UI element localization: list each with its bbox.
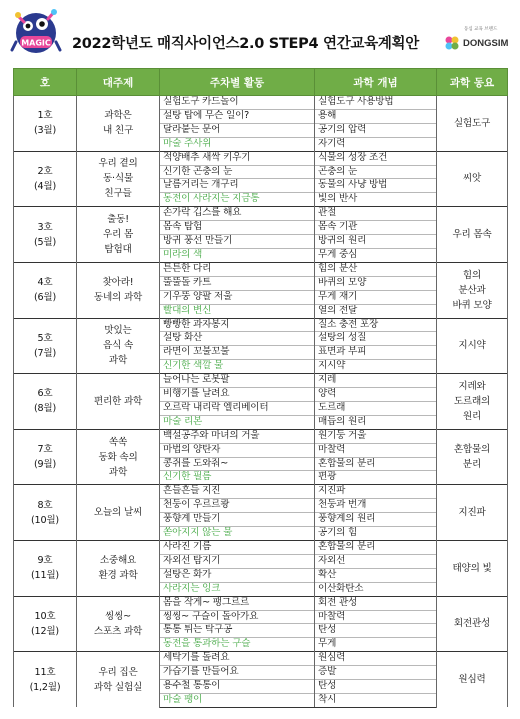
activity-cell: 뚤뚤돌 카트 bbox=[160, 276, 315, 290]
activity-cell: 마술 주사위 bbox=[160, 137, 315, 151]
concept-cell: 무게 중심 bbox=[315, 248, 437, 262]
theme-label: 소중해요 bbox=[99, 555, 137, 567]
table-row bbox=[14, 318, 508, 332]
activity-cell: 늘어나는 로봇팔 bbox=[160, 374, 315, 388]
brand-logo bbox=[444, 27, 509, 52]
brand-name: DONGSIM bbox=[463, 37, 509, 49]
concept-cell: 원심력 bbox=[315, 652, 437, 666]
theme-label: 동네의 과학 bbox=[93, 292, 143, 304]
theme-label: 우리 몸 bbox=[102, 229, 134, 241]
issue-label: 4호 bbox=[37, 277, 53, 289]
table-row bbox=[14, 429, 508, 443]
concept-cell: 증발 bbox=[315, 666, 437, 680]
activity-cell: 비행기를 날려요 bbox=[160, 388, 315, 402]
issue-label: 7호 bbox=[37, 444, 53, 456]
concept-cell: 매듭의 원리 bbox=[315, 415, 437, 429]
issue-label: (6월) bbox=[33, 292, 57, 304]
theme-label: 스포츠 과학 bbox=[93, 625, 143, 637]
theme-cell bbox=[77, 485, 160, 541]
activity-cell: 미라의 색 bbox=[160, 248, 315, 262]
issue-label: 1호 bbox=[37, 110, 53, 122]
song-cell bbox=[437, 96, 508, 152]
issue-label: (1,2월) bbox=[29, 681, 61, 693]
theme-label: 음식 속 bbox=[102, 340, 134, 352]
concept-cell: 곤충의 눈 bbox=[315, 165, 437, 179]
concept-cell: 식물의 성장 조건 bbox=[315, 151, 437, 165]
concept-cell: 자외선 bbox=[315, 554, 437, 568]
theme-label: 우리 집은 bbox=[98, 666, 138, 678]
activity-cell: 몸을 작게~ 팽그르르 bbox=[160, 596, 315, 610]
concept-cell: 표면과 부피 bbox=[315, 346, 437, 360]
theme-label: 동·식물 bbox=[102, 173, 134, 185]
theme-label: 쏙쏙 bbox=[108, 436, 128, 448]
issue-label: (5월) bbox=[33, 236, 57, 248]
theme-label: 내 친구 bbox=[102, 125, 134, 137]
table-row bbox=[14, 541, 508, 555]
activity-cell: 세탁기를 돌려요 bbox=[160, 652, 315, 666]
table-row bbox=[14, 151, 508, 165]
column-header: 과학 동요 bbox=[437, 69, 508, 96]
activity-cell: 달라붙는 문어 bbox=[160, 123, 315, 137]
activity-cell: 손가락 깁스를 해요 bbox=[160, 207, 315, 221]
issue-cell bbox=[14, 151, 77, 207]
activity-cell: 설탕은 화가 bbox=[160, 568, 315, 582]
activity-cell: 통통 튀는 탁구공 bbox=[160, 624, 315, 638]
concept-cell: 착시 bbox=[315, 693, 437, 707]
issue-label: 11호 bbox=[34, 666, 56, 678]
song-label: 실험도구 bbox=[453, 117, 491, 129]
concept-cell: 동물의 사냥 방법 bbox=[315, 179, 437, 193]
song-cell bbox=[437, 207, 508, 263]
table-row bbox=[14, 262, 508, 276]
activity-cell: 콩쥐를 도와줘~ bbox=[160, 457, 315, 471]
activity-cell: 동전이 사라지는 지금통 bbox=[160, 193, 315, 207]
issue-label: 9호 bbox=[37, 555, 53, 567]
theme-cell bbox=[77, 151, 160, 207]
song-label: 분리 bbox=[462, 459, 482, 471]
table-body bbox=[14, 96, 508, 708]
table-row bbox=[14, 374, 508, 388]
theme-label: 과학 bbox=[108, 355, 128, 367]
theme-label: 과학 bbox=[108, 466, 128, 478]
activity-cell: 설탕 화산 bbox=[160, 332, 315, 346]
activity-cell: 빵빵한 과자봉지 bbox=[160, 318, 315, 332]
issue-label: (11월) bbox=[31, 570, 59, 582]
song-cell bbox=[437, 541, 508, 597]
activity-cell: 신기한 필름 bbox=[160, 471, 315, 485]
concept-cell: 혼합물의 분리 bbox=[315, 541, 437, 555]
concept-cell: 실험도구 사용방법 bbox=[315, 96, 437, 110]
issue-cell bbox=[14, 318, 77, 374]
song-cell bbox=[437, 318, 508, 374]
activity-cell: 사라진 기름 bbox=[160, 541, 315, 555]
concept-cell: 방귀의 원리 bbox=[315, 235, 437, 249]
issue-cell bbox=[14, 262, 77, 318]
concept-cell: 탄성 bbox=[315, 624, 437, 638]
theme-cell bbox=[77, 207, 160, 263]
song-label: 도르래의 bbox=[453, 395, 491, 407]
activity-cell: 풍향계 만들기 bbox=[160, 513, 315, 527]
header bbox=[0, 0, 520, 66]
concept-cell: 양력 bbox=[315, 388, 437, 402]
activity-cell: 실험도구 카드놀이 bbox=[160, 96, 315, 110]
concept-cell: 이산화탄소 bbox=[315, 582, 437, 596]
song-label: 바퀴 모양 bbox=[452, 299, 492, 311]
issue-label: (7월) bbox=[33, 347, 57, 359]
song-label: 힘의 bbox=[462, 269, 482, 281]
activity-cell: 마술 팽이 bbox=[160, 693, 315, 707]
issue-cell bbox=[14, 485, 77, 541]
theme-label: 과학 실험실 bbox=[93, 681, 143, 693]
concept-cell: 마찰력 bbox=[315, 610, 437, 624]
issue-label: 2호 bbox=[37, 165, 53, 177]
song-label: 태양의 빛 bbox=[452, 562, 492, 574]
concept-cell: 무게 재기 bbox=[315, 290, 437, 304]
table-row bbox=[14, 485, 508, 499]
activity-cell: 오르락 내리락 엘리베이터 bbox=[160, 401, 315, 415]
theme-label: 편리한 과학 bbox=[93, 395, 143, 407]
song-cell bbox=[437, 485, 508, 541]
issue-cell bbox=[14, 541, 77, 597]
table-row bbox=[14, 652, 508, 666]
concept-cell: 회전 관성 bbox=[315, 596, 437, 610]
concept-cell: 탄성 bbox=[315, 680, 437, 694]
theme-label: 오늘의 날씨 bbox=[93, 507, 143, 519]
theme-label: 출동! bbox=[107, 214, 129, 226]
issue-label: (8월) bbox=[33, 403, 57, 415]
concept-cell: 용해 bbox=[315, 109, 437, 123]
activity-cell: 자외선 탐지기 bbox=[160, 554, 315, 568]
activity-cell: 용수철 통통이 bbox=[160, 680, 315, 694]
issue-cell bbox=[14, 374, 77, 430]
song-cell bbox=[437, 151, 508, 207]
table-row bbox=[14, 207, 508, 221]
magic-mascot-logo bbox=[10, 6, 62, 58]
theme-label: 찾아라! bbox=[102, 277, 134, 289]
concept-cell: 빛의 반사 bbox=[315, 193, 437, 207]
activity-cell: 방귀 풍선 만들기 bbox=[160, 235, 315, 249]
concept-cell: 설탕의 성질 bbox=[315, 332, 437, 346]
activity-cell: 동전을 통과하는 구슬 bbox=[160, 638, 315, 652]
issue-label: (12월) bbox=[31, 625, 59, 637]
activity-cell: 백설공주와 마녀의 거울 bbox=[160, 429, 315, 443]
concept-cell: 열의 전달 bbox=[315, 304, 437, 318]
concept-cell: 바퀴의 모양 bbox=[315, 276, 437, 290]
theme-label: 동화 속의 bbox=[98, 451, 138, 463]
concept-cell: 천둥과 번개 bbox=[315, 499, 437, 513]
activity-cell: 날름거리는 개구리 bbox=[160, 179, 315, 193]
song-cell bbox=[437, 262, 508, 318]
column-header: 과학 개념 bbox=[315, 69, 437, 96]
concept-cell: 풍향계의 원리 bbox=[315, 513, 437, 527]
activity-cell: 신기한 곤충의 눈 bbox=[160, 165, 315, 179]
theme-label: 씽씽~ bbox=[105, 610, 131, 622]
activity-cell: 사라지는 잉크 bbox=[160, 582, 315, 596]
activity-cell: 씽씽~ 구슬이 돌아가요 bbox=[160, 610, 315, 624]
theme-cell bbox=[77, 374, 160, 430]
column-header: 대주제 bbox=[77, 69, 160, 96]
activity-cell: 마술 리본 bbox=[160, 415, 315, 429]
issue-label: 8호 bbox=[37, 499, 53, 511]
song-cell bbox=[437, 374, 508, 430]
song-label: 원심력 bbox=[458, 674, 486, 686]
theme-cell bbox=[77, 596, 160, 652]
theme-label: 친구들 bbox=[104, 188, 132, 200]
issue-label: 5호 bbox=[37, 332, 53, 344]
song-label: 분산과 bbox=[458, 284, 486, 296]
activity-cell: 천둥이 우르르쾅 bbox=[160, 499, 315, 513]
issue-label: (9월) bbox=[33, 459, 57, 471]
song-label: 회전관성 bbox=[453, 618, 491, 630]
concept-cell: 힘의 분산 bbox=[315, 262, 437, 276]
concept-cell: 확산 bbox=[315, 568, 437, 582]
activity-cell: 적양배추 새싹 키우기 bbox=[160, 151, 315, 165]
theme-label: 우리 곁의 bbox=[98, 158, 138, 170]
activity-cell: 흔들흔들 지진 bbox=[160, 485, 315, 499]
activity-cell: 마법의 양탄자 bbox=[160, 443, 315, 457]
theme-label: 탐험대 bbox=[104, 244, 132, 256]
concept-cell: 공기의 압력 bbox=[315, 123, 437, 137]
concept-cell: 자기력 bbox=[315, 137, 437, 151]
song-label: 지진파 bbox=[458, 507, 486, 519]
issue-cell bbox=[14, 96, 77, 152]
issue-label: 10호 bbox=[34, 610, 56, 622]
page-title: 2022학년도 매직사이언스2.0 STEP4 연간교육계획안 bbox=[72, 36, 419, 52]
svg-text:MAGIC: MAGIC bbox=[21, 38, 51, 48]
activity-cell: 신기한 색깔 물 bbox=[160, 360, 315, 374]
theme-cell bbox=[77, 318, 160, 374]
concept-cell: 몸속 기관 bbox=[315, 221, 437, 235]
song-cell bbox=[437, 429, 508, 485]
activity-cell: 쏟아지지 않는 물 bbox=[160, 527, 315, 541]
activity-cell: 빨대의 변신 bbox=[160, 304, 315, 318]
concept-cell: 관절 bbox=[315, 207, 437, 221]
issue-cell bbox=[14, 652, 77, 708]
issue-label: (4월) bbox=[33, 180, 57, 192]
concept-cell: 도르래 bbox=[315, 401, 437, 415]
concept-cell: 편광 bbox=[315, 471, 437, 485]
song-label: 지시약 bbox=[458, 340, 486, 352]
song-label: 우리 몸속 bbox=[452, 229, 492, 241]
issue-label: 3호 bbox=[37, 221, 53, 233]
concept-cell: 지레 bbox=[315, 374, 437, 388]
song-label: 지레와 bbox=[458, 380, 486, 392]
theme-label: 환경 과학 bbox=[98, 570, 138, 582]
issue-cell bbox=[14, 596, 77, 652]
theme-cell bbox=[77, 96, 160, 152]
theme-label: 과학은 bbox=[104, 110, 132, 122]
activity-cell: 설탕 탑에 무슨 일이? bbox=[160, 109, 315, 123]
theme-cell bbox=[77, 262, 160, 318]
table-row bbox=[14, 96, 508, 110]
concept-cell: 마찰력 bbox=[315, 443, 437, 457]
activity-cell: 기우뚱 양팔 저울 bbox=[160, 290, 315, 304]
concept-cell: 혼합물의 분리 bbox=[315, 457, 437, 471]
concept-cell: 원기둥 거울 bbox=[315, 429, 437, 443]
concept-cell: 지시약 bbox=[315, 360, 437, 374]
song-label: 원리 bbox=[462, 410, 482, 422]
issue-cell bbox=[14, 207, 77, 263]
activity-cell: 라면이 꼬불꼬불 bbox=[160, 346, 315, 360]
song-label: 혼합물의 bbox=[453, 444, 491, 456]
table-header-row bbox=[14, 69, 508, 96]
activity-cell: 몸속 탐험 bbox=[160, 221, 315, 235]
issue-label: (3월) bbox=[33, 125, 57, 137]
song-label: 씨앗 bbox=[462, 173, 482, 185]
column-header: 주차별 활동 bbox=[160, 69, 315, 96]
activity-cell: 튼튼한 다리 bbox=[160, 262, 315, 276]
annual-plan-table bbox=[13, 68, 508, 708]
theme-cell bbox=[77, 429, 160, 485]
column-header: 호 bbox=[14, 69, 77, 96]
issue-label: (10월) bbox=[31, 514, 59, 526]
dongsim-mark-icon bbox=[444, 35, 460, 51]
theme-label: 맛있는 bbox=[104, 325, 132, 337]
brand-subtitle: 동심 교육 브랜드 bbox=[464, 27, 498, 32]
song-cell bbox=[437, 652, 508, 708]
activity-cell: 가습기를 만들어요 bbox=[160, 666, 315, 680]
theme-cell bbox=[77, 541, 160, 597]
concept-cell: 공기의 힘 bbox=[315, 527, 437, 541]
song-cell bbox=[437, 596, 508, 652]
issue-cell bbox=[14, 429, 77, 485]
concept-cell: 질소 충전 포장 bbox=[315, 318, 437, 332]
issue-label: 6호 bbox=[37, 388, 53, 400]
theme-cell bbox=[77, 652, 160, 708]
concept-cell: 지진파 bbox=[315, 485, 437, 499]
table-row bbox=[14, 596, 508, 610]
concept-cell: 무게 bbox=[315, 638, 437, 652]
